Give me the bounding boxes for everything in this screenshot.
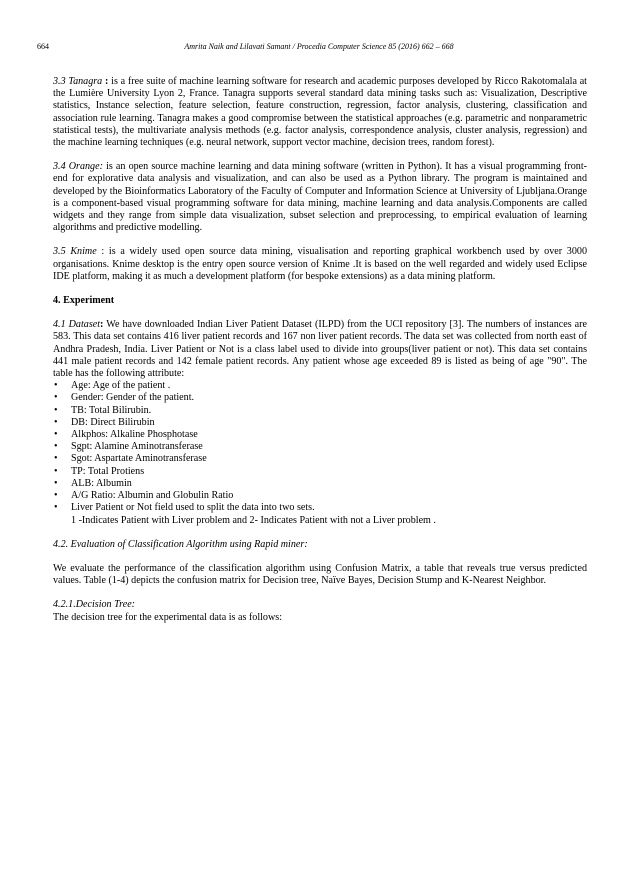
heading-experiment: 4. Experiment (53, 295, 115, 307)
text-tanagra: is a free suite of machine learning software for research and academic purposes developed by Ricco Rakotomalala at the Lumière University Lyon 2, France. Tanagra supports several standard data mining tasks such as: Visualization, Descriptive statistics, Instance selection, feature selection, feature construction, regression, factor analysis, clustering, classification and association rule learning. Tanagra makes a good compromise between the statistical approaches (e.g. parametric and nonparametric statistical tests), the multivariate analysis methods (e.g. factor analysis, correspondence analysis, cluster analysis, regression) and the machine learning techniques (e.g. neural network, support vector machine, decision trees, random forest). (53, 76, 587, 149)
heading-knime: 3.5 Knime (53, 246, 97, 258)
text-evaluation: We evaluate the performance of the classification algorithm using Confusion Matrix, a table that reveals true versus predicted values. Table (1-4) depicts the confusion matrix for Decision tree, Naïve Bayes, Decision Stump and K-Nearest Neighbor. (53, 562, 587, 587)
attribute-list (53, 380, 587, 526)
heading-decision-tree: 4.2.1.Decision Tree: (53, 599, 136, 611)
heading-tanagra: 3.3 Tanagra (53, 76, 103, 87)
heading-evaluation: 4.2. Evaluation of Classification Algorithm using Rapid miner: (53, 538, 308, 550)
heading-colon: : (105, 76, 109, 87)
list-item: • DB: Direct Bilirubin (54, 416, 155, 428)
class-label-note: 1 -Indicates Patient with Liver problem and 2- Indicates Patient with not a Liver problem . (71, 514, 436, 526)
section-dataset (53, 319, 587, 380)
section-tanagra (53, 76, 587, 149)
section-orange (53, 161, 587, 234)
text-orange: is an open source machine learning and data mining software (written in Python). It has a visual programming front-end for explorative data analysis and visualization, and can also be used as a Python library. The program is maintained and developed by the Bioinformatics Laboratory of the Faculty of Computer and Information Science at University of Ljubljana.Orange is a component-based visual programming software for data mining, machine learning and data analysis.Components are called widgets and they range from simple data visualization, subset selection and preprocessing, to empirical evaluation of learning algorithms and predictive modelling. (53, 161, 587, 234)
section-knime (53, 246, 587, 283)
list-item: • ALB: Albumin (54, 477, 132, 489)
list-item: • Alkphos: Alkaline Phosphotase (54, 429, 198, 441)
page-number: 664 (37, 42, 49, 51)
heading-dataset: 4.1 Dataset (53, 319, 101, 331)
list-item: • Sgot: Aspartate Aminotransferase (54, 453, 207, 465)
list-item: • Age: Age of the patient . (54, 380, 171, 392)
heading-colon: : (100, 319, 104, 331)
text-dataset: We have downloaded Indian Liver Patient Dataset (ILPD) from the UCI repository [3]. The numbers of instances are 583. This data set contains 416 liver patient records and 167 non liver patient records. The data set was collected from north east of Andhra Pradesh, India. Liver Patient or Not is a class label used to divide into groups(liver patient or not). This data set contains 441 male patient records and 142 female patient records. Any patient whose age exceeded 89 is listed as being of age "90". The table has the following attribute: (53, 319, 587, 380)
page-body (53, 76, 587, 624)
heading-orange: 3.4 Orange: (53, 161, 103, 173)
list-item: • Gender: Gender of the patient. (54, 392, 195, 404)
running-header (37, 42, 601, 56)
list-item: • TP: Total Protiens (54, 465, 145, 477)
list-item: • A/G Ratio: Albumin and Globulin Ratio (54, 490, 234, 502)
list-item: • Liver Patient or Not field used to split the data into two sets. 1 -Indicates Patient with Liver problem and 2- Indicates Patient with not a Liver problem . (54, 502, 436, 526)
list-item: • TB: Total Bilirubin. (54, 404, 152, 416)
list-item: • Sgpt: Alamine Aminotransferase (54, 441, 203, 453)
text-knime: : is a widely used open source data mining, visualisation and reporting graphical workbench used by over 3000 organisations. Knime desktop is the entry open source version of Knime .It is based on the well regarded and widely used Eclipse IDE platform, making it as much a development platform (for bespoke extensions) as a data mining platform. (53, 246, 587, 282)
text-decision-tree: The decision tree for the experimental data is as follows: (53, 611, 282, 623)
running-title: Amrita Naik and Lilavati Samant / Procedia Computer Science 85 (2016) 662 – 668 (184, 42, 454, 51)
